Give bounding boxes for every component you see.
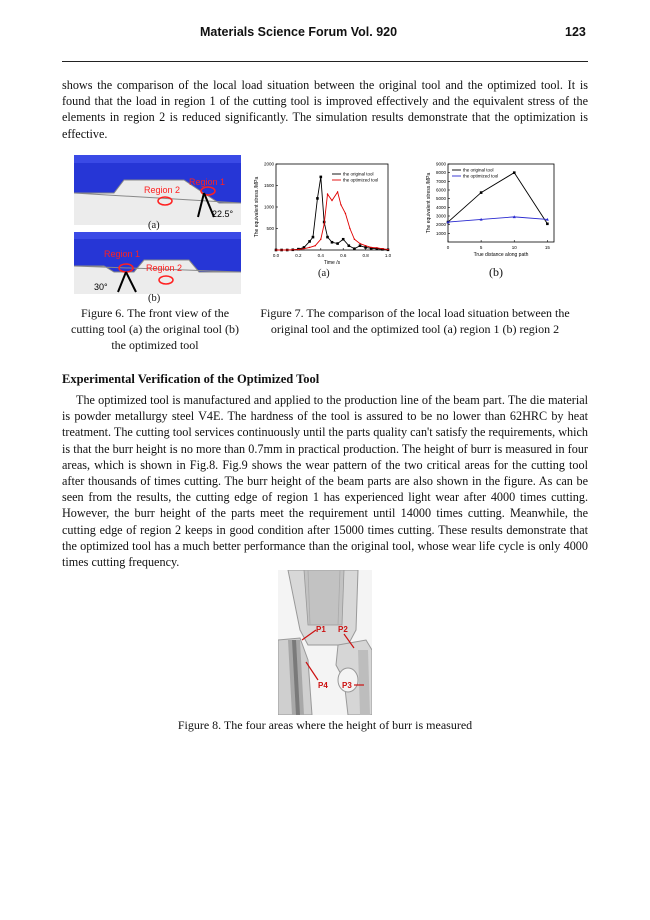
- data-point-0: [320, 176, 323, 179]
- y-tick-label: 2000: [435, 222, 446, 228]
- data-point-1: [327, 193, 328, 194]
- data-point-0: [480, 191, 483, 194]
- data-point-0: [359, 244, 362, 247]
- figure6-caption: Figure 6. The front view of the cutting tool (a) the original tool (b) the optimized tool: [71, 306, 239, 352]
- data-point-1: [309, 247, 310, 248]
- page-number: 123: [565, 25, 586, 39]
- figure7-sublabel-a: (a): [318, 268, 330, 279]
- y-tick-label: 1000: [263, 204, 274, 210]
- data-point-1: [331, 200, 332, 201]
- data-point-1: [315, 245, 316, 246]
- y-tick-label: 1000: [435, 230, 446, 236]
- fig8-label-p1: P1: [316, 625, 326, 634]
- x-tick-label: 0.2: [295, 253, 302, 258]
- data-point-1: [340, 204, 341, 205]
- y-tick-label: 6000: [435, 187, 446, 193]
- x-tick-label: 1.0: [384, 253, 392, 258]
- y-axis-label: The equivalent stress /MPa: [254, 176, 260, 238]
- y-axis-label: The equivalent stress /MPa: [426, 172, 432, 234]
- fig8-label-p3: P3: [342, 681, 352, 690]
- data-point-1: [371, 247, 372, 248]
- figure8-caption: Figure 8. The four areas where the height of burr is measured: [177, 718, 473, 732]
- figure8-svg: [278, 570, 372, 715]
- x-axis-label: True distance along path: [473, 252, 529, 258]
- data-point-1: [320, 239, 321, 240]
- data-point-1: [359, 243, 360, 244]
- x-tick-label: 0.6: [340, 253, 347, 258]
- data-point-1: [345, 213, 346, 214]
- data-point-0: [353, 247, 356, 250]
- legend-label-1: the optimized tool: [463, 173, 499, 179]
- y-tick-label: 8000: [435, 170, 446, 176]
- figure6-b-image: [74, 232, 241, 294]
- data-point-0: [331, 241, 334, 244]
- header-rule: [62, 61, 588, 62]
- intro-paragraph: [62, 77, 588, 142]
- figure7-sublabel-b: (b): [489, 265, 503, 279]
- fig8-label-p2: P2: [338, 625, 348, 634]
- data-point-1: [354, 239, 355, 240]
- figure6-sublabel-b: (b): [148, 293, 161, 304]
- data-point-1: [382, 248, 383, 249]
- data-point-0: [513, 171, 516, 174]
- data-point-0: [348, 244, 351, 247]
- figure6-a-image: [74, 155, 241, 225]
- x-tick-label: 0: [446, 245, 450, 250]
- data-point-1: [287, 249, 288, 250]
- body-text: The optimized tool is manufactured and applied to the production line of the beam part. The die material is powder metallurgy steel V4E. The hardness of the tool is assured to be no lower than 62HRC by heat treatment. The cutting tool services continuously until the parts quality can't satisfy the requirements, which is that the burr height is no more than 0.7mm in practical production. The height of burr is measured in four areas, which is shown in Fig.8. Fig.9 shows the wear pattern of the two critical areas for the cutting tool after thousands of times cutting. The burr height of the beam parts are also shown in the figure. As can be seen from the results, the cutting edge of region 1 has experienced light wear after 4000 times cutting. However, the burr height of the parts meet the requirement until 14000 times cutting. Meanwhile, the cutting edge of region 2 keeps in good condition after 15000 times cutting. These results demonstrate that the optimized tool has a much better performance than the original tool, whose wear life cycle is only 4000 times cutting frequency.: [62, 393, 588, 570]
- data-point-1: [365, 245, 366, 246]
- fig8-label-p4: P4: [318, 681, 328, 690]
- fig6a-label-region2: Region 2: [144, 185, 181, 195]
- figure7-chart-a: [252, 158, 394, 266]
- y-tick-label: 9000: [435, 161, 446, 167]
- series-line-1: [448, 217, 547, 222]
- series-line-0: [276, 177, 388, 250]
- data-point-0: [316, 197, 319, 200]
- data-point-0: [342, 238, 345, 241]
- fig6b-label-region1: Region 1: [104, 249, 141, 259]
- x-tick-label: 15: [544, 245, 550, 250]
- data-point-0: [308, 240, 311, 243]
- fig6b-label-region2: Region 2: [146, 263, 183, 273]
- data-point-1: [387, 249, 388, 250]
- legend-label-0: the original tool: [463, 167, 494, 173]
- y-tick-label: 3000: [435, 213, 446, 219]
- data-point-1: [275, 249, 276, 250]
- figure6-panel-a: [74, 155, 241, 225]
- intro-text: shows the comparison of the local load situation between the original tool and the optimized tool. It is found that the load in region 1 of the cutting tool is improved effectively and the equivalent stress of the elements in region 2 is reduced significantly. The simulation results demonstrate that the optimization is effective.: [62, 78, 588, 141]
- x-tick-label: 10: [511, 245, 517, 250]
- x-tick-label: 0.4: [317, 253, 324, 258]
- figure7-caption: Figure 7. The comparison of the local load situation between the original tool and the optimized tool (a) region 1 (b) region 2: [260, 306, 570, 336]
- x-axis-label: Time /s: [323, 260, 341, 266]
- figure6-panel-b: [74, 232, 241, 294]
- data-point-1: [303, 248, 304, 249]
- y-tick-label: 7000: [435, 178, 446, 184]
- y-tick-label: 500: [266, 226, 274, 231]
- body-paragraph: [62, 392, 588, 570]
- y-tick-label: 2000: [263, 161, 274, 167]
- x-tick-label: 0.8: [362, 253, 369, 258]
- figure8-image: [278, 570, 372, 715]
- series-line-0: [448, 173, 547, 224]
- data-point-0: [312, 236, 315, 239]
- figure7-chart-b: [410, 158, 568, 266]
- y-tick-label: 1500: [263, 183, 274, 188]
- figure7-b-svg: [410, 158, 568, 266]
- data-point-0: [326, 236, 329, 239]
- figure6-sublabel-a: (a): [148, 220, 160, 231]
- data-point-1: [337, 191, 338, 192]
- fig6a-label-region1: Region 1: [189, 177, 226, 187]
- section-heading: Experimental Verification of the Optimized Tool: [62, 372, 320, 386]
- data-point-1: [298, 249, 299, 250]
- fig6b-angle: 30°: [94, 282, 108, 292]
- data-point-1: [323, 224, 324, 225]
- data-point-0: [546, 223, 549, 226]
- data-point-0: [364, 246, 367, 249]
- data-point-1: [376, 247, 377, 248]
- legend-label-0: the original tool: [343, 171, 374, 177]
- y-tick-label: 5000: [435, 196, 446, 202]
- x-tick-label: 5: [479, 245, 483, 250]
- fig6a-angle: 22.5°: [212, 209, 234, 219]
- y-tick-label: 4000: [435, 204, 446, 210]
- x-tick-label: 0.0: [272, 253, 280, 258]
- running-header-journal: Materials Science Forum Vol. 920: [200, 25, 398, 39]
- figure7-a-svg: [252, 158, 394, 266]
- data-point-1: [349, 228, 350, 229]
- legend-label-1: the optimized tool: [343, 177, 379, 183]
- data-point-0: [336, 242, 339, 245]
